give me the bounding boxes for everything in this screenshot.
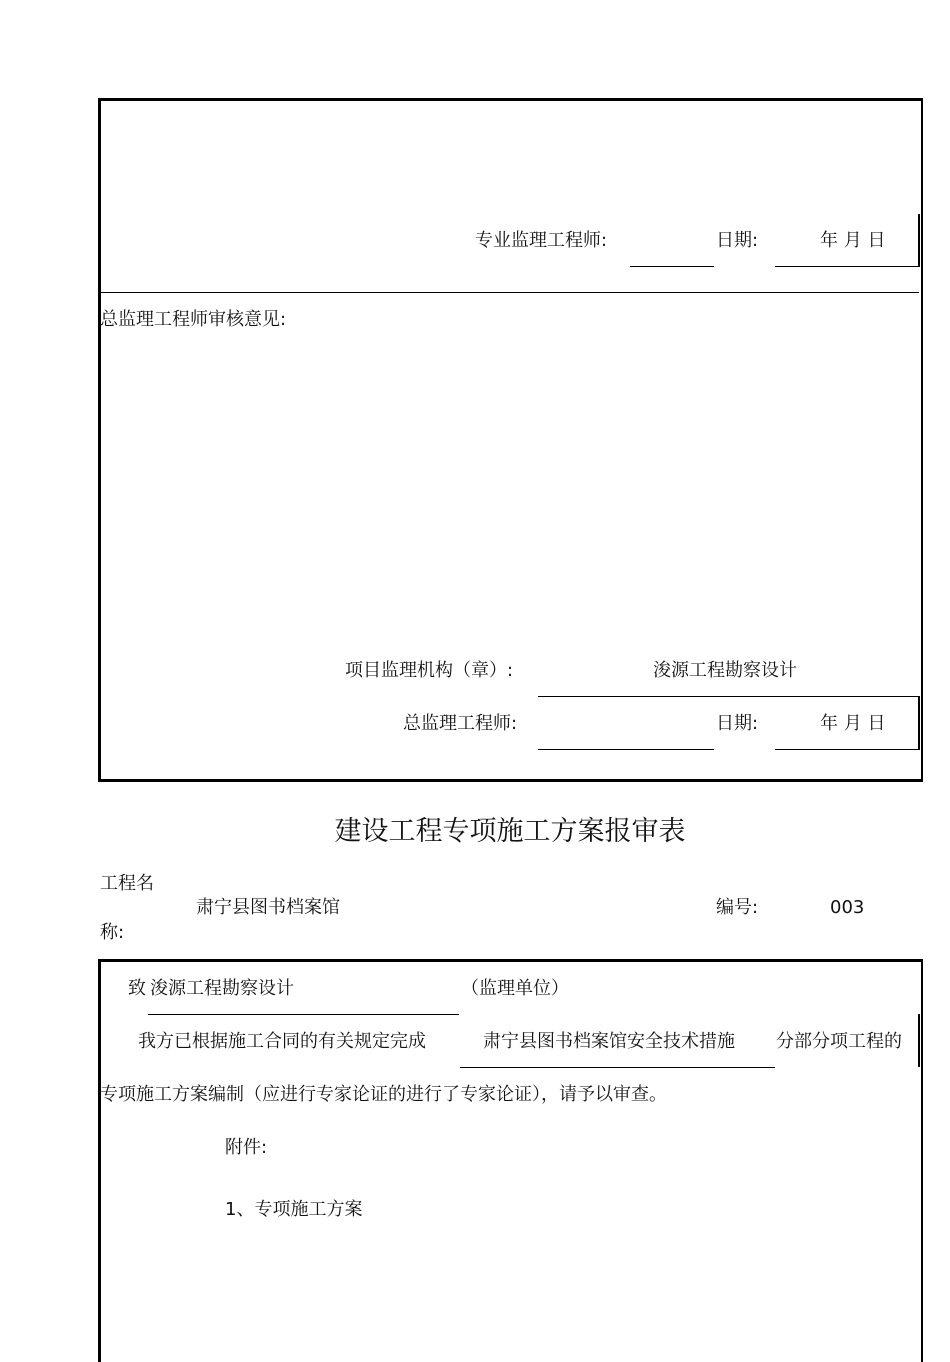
chief-date-line	[775, 749, 920, 750]
specialist-signature-line	[630, 266, 714, 267]
chief-engineer-label: 总监理工程师:	[403, 713, 518, 734]
project-name-label-cont: 称:	[100, 922, 125, 943]
attachment-item-1: 1、专项施工方案	[225, 1199, 363, 1220]
section-divider	[100, 292, 919, 293]
submission-box	[98, 959, 923, 1362]
top-date-label: 日期:	[716, 230, 759, 251]
body-line1-suffix: 分部分项工程的	[776, 1031, 902, 1052]
to-suffix: （监理单位）	[461, 978, 569, 999]
to-line	[148, 1014, 459, 1015]
body-line2: 专项施工方案编制（应进行专家论证的进行了专家论证），请予以审查。	[100, 1084, 667, 1105]
chief-review-label: 总监理工程师审核意见:	[100, 309, 287, 330]
to-supervisor-value: 浚源工程勘察设计	[150, 978, 294, 999]
top-date-line	[775, 266, 920, 267]
body-line1-prefix: 我方已根据施工合同的有关规定完成	[138, 1031, 426, 1052]
body-line1-value: 肃宁县图书档案馆安全技术措施	[483, 1031, 735, 1052]
supervision-org-label: 项目监理机构（章）:	[345, 660, 514, 681]
top-date-value: 年 月 日	[820, 230, 886, 251]
top-right-thick-edge	[918, 214, 920, 267]
body-right-thick-edge	[918, 1014, 920, 1067]
to-prefix: 致	[128, 978, 146, 999]
project-name-value: 肃宁县图书档案馆	[196, 897, 340, 918]
body-line1-underline	[460, 1067, 775, 1068]
chief-signature-line	[538, 749, 714, 750]
number-label: 编号:	[716, 897, 759, 918]
attachment-label: 附件:	[225, 1137, 268, 1158]
org-line	[538, 696, 920, 697]
chief-date-value: 年 月 日	[820, 713, 886, 734]
chief-date-label: 日期:	[716, 713, 759, 734]
specialist-engineer-label: 专业监理工程师:	[475, 230, 608, 251]
form-title: 建设工程专项施工方案报审表	[334, 816, 686, 847]
supervision-org-value: 浚源工程勘察设计	[653, 660, 797, 681]
project-name-label: 工程名	[100, 873, 154, 894]
number-value: 003	[830, 897, 865, 918]
bottom-right-thick-edge	[918, 697, 920, 750]
